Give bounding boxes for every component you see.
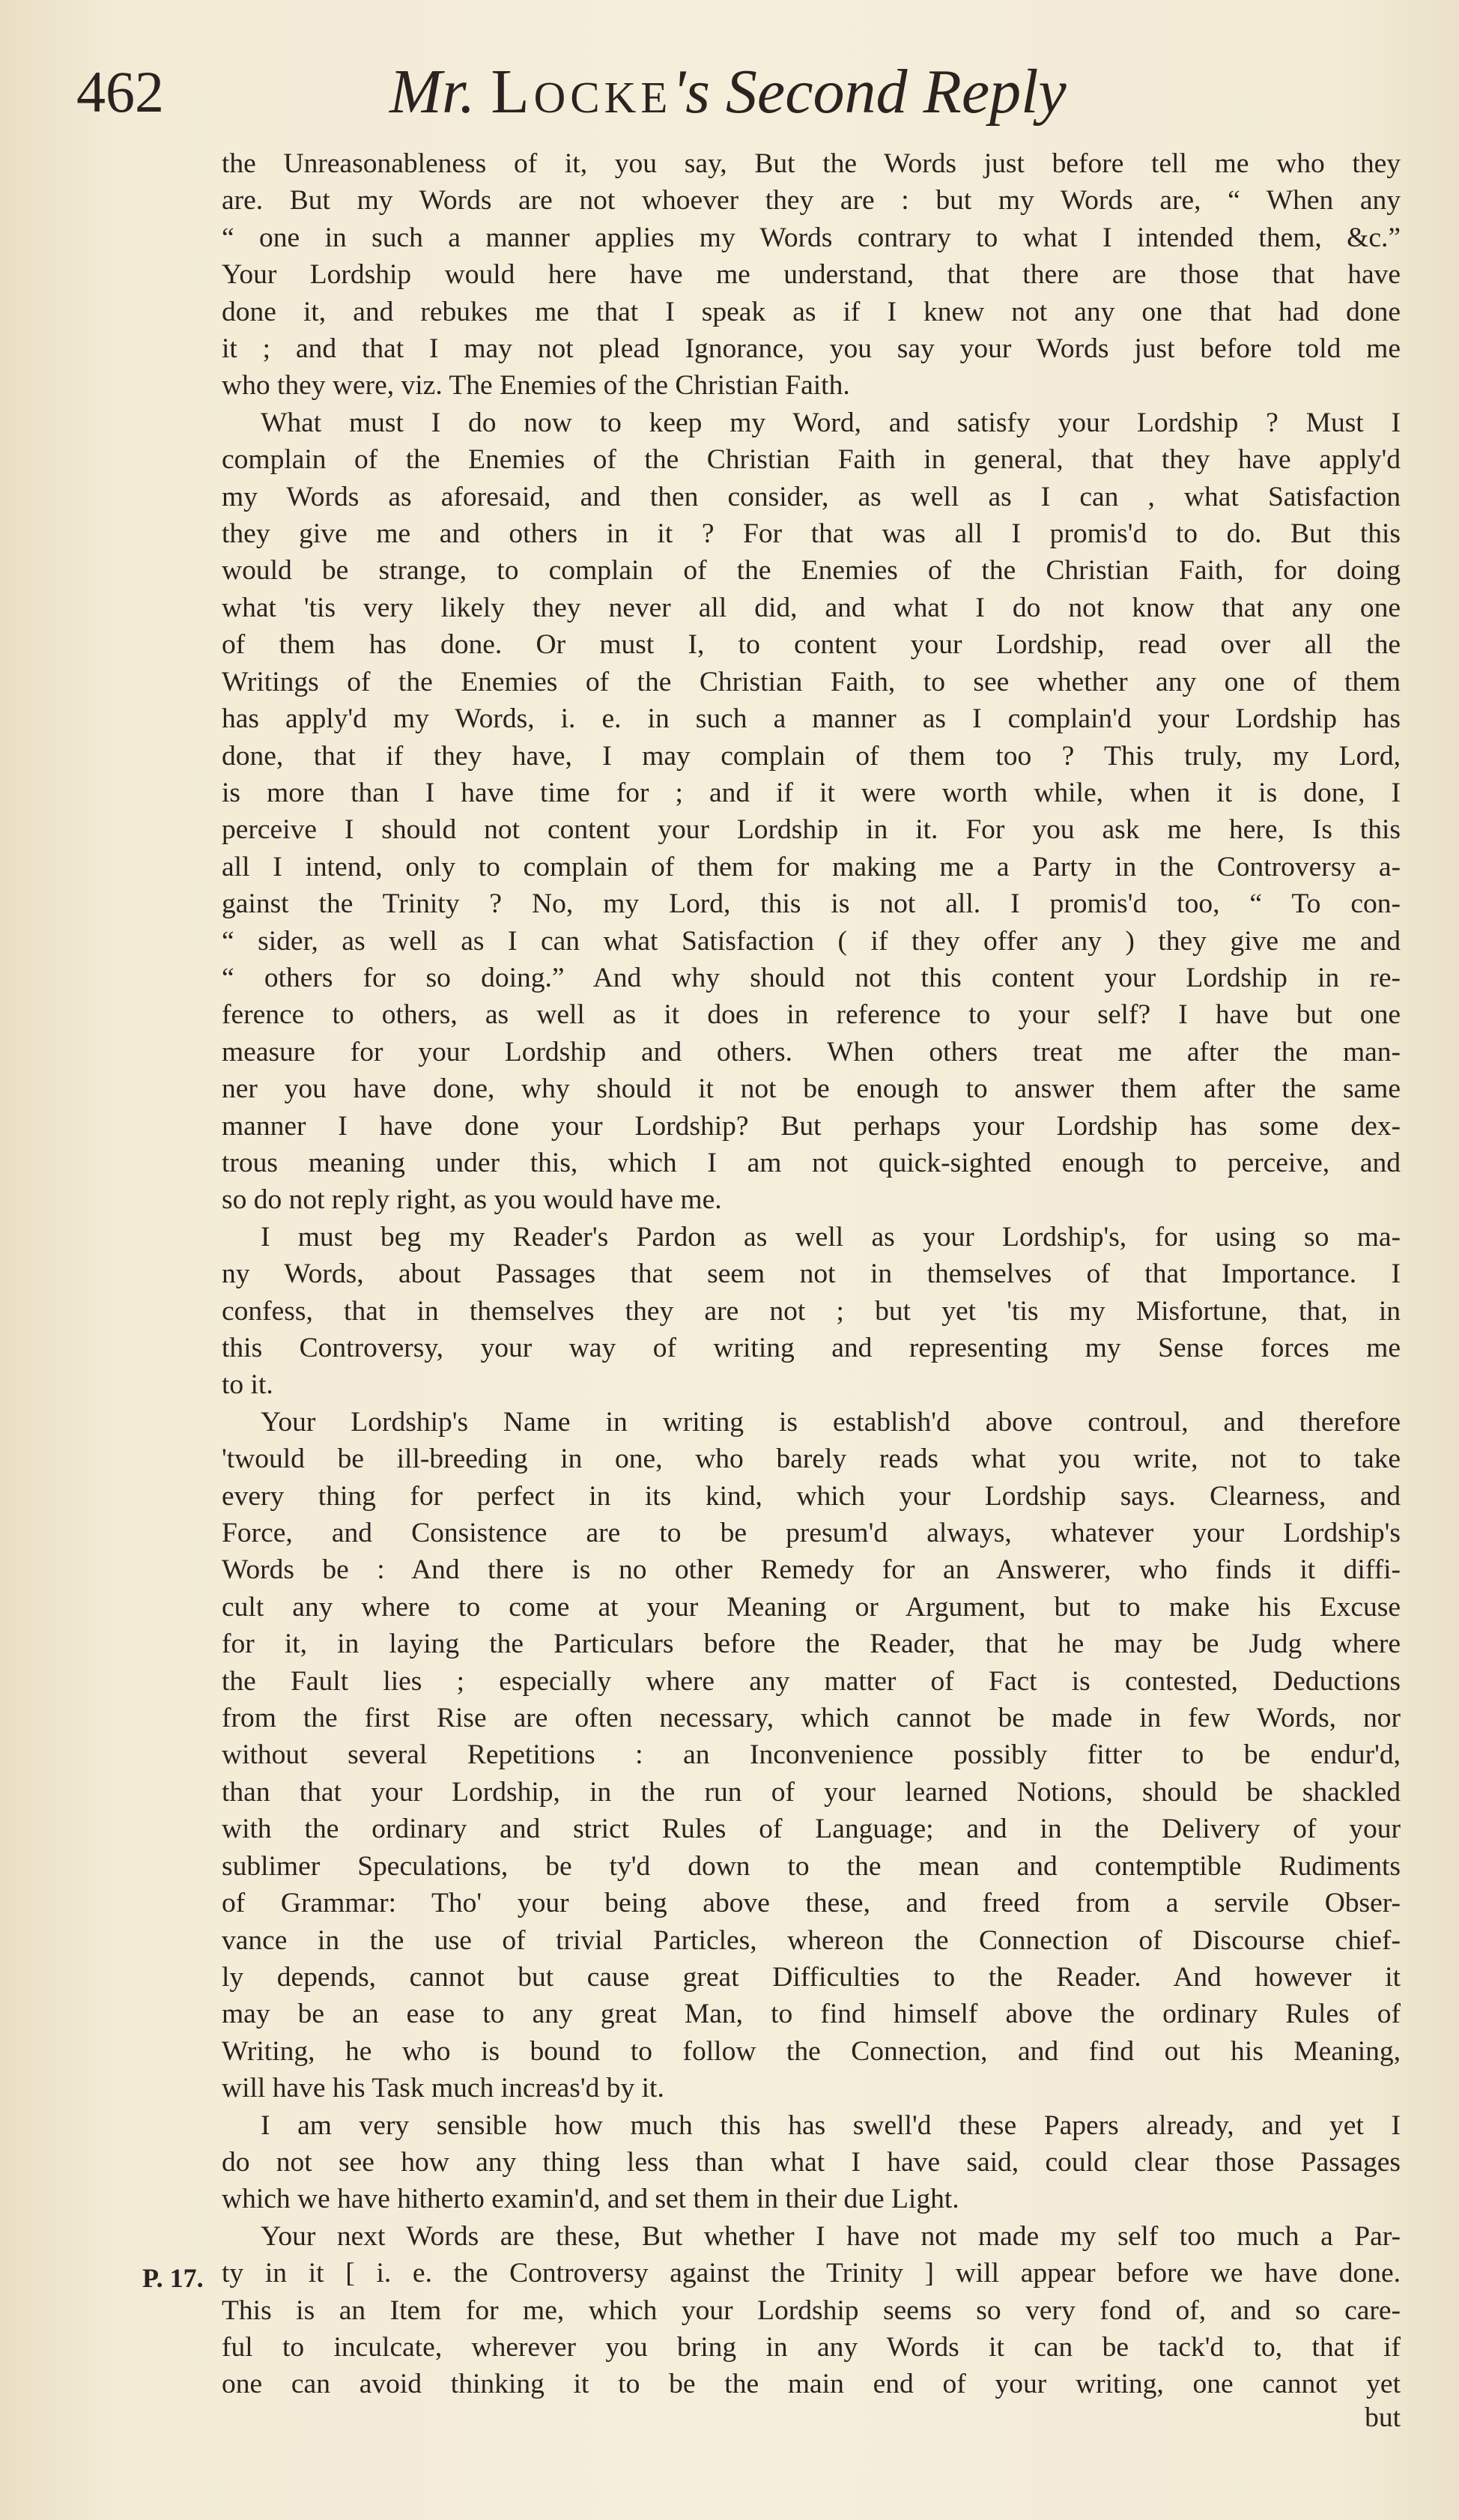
text-line: sublimer Speculations, be ty'd down to the mean and contemptible Rudiments [222,1850,1401,1882]
text-line: measure for your Lordship and others. When others treat me after the man- [222,1036,1401,1067]
text-line: “ sider, as well as I can what Satisfaction ( if they offer any ) they give me and [222,925,1401,957]
running-head-name: Locke [491,57,673,127]
text-line: Force, and Consistence are to be presum'd always, whatever your Lordship's [222,1518,1401,1549]
text-line: What must I do now to keep my Word, and satisfy your Lordship ? Must I [261,407,1401,438]
text-line: confess, that in themselves they are not ; but yet 'tis my Misfortune, that, in [222,1295,1401,1327]
text-line: than that your Lordship, in the run of your learned Notions, should be shackled [222,1776,1401,1808]
text-line: for it, in laying the Particulars before the Reader, that he may be Judg where [222,1629,1401,1660]
text-line: so do not reply right, as you would have me. [222,1184,722,1216]
text-line: manner I have done your Lordship? But perhaps your Lordship has some dex- [222,1110,1401,1142]
text-line: vance in the use of trivial Particles, whereon the Connection of Discourse chief- [222,1924,1401,1956]
text-line: Your next Words are these, But whether I have not made my self too much a Par- [261,2220,1401,2252]
text-line: Writings of the Enemies of the Christian Faith, to see whether any one of them [222,666,1401,697]
text-line: complain of the Enemies of the Christian Faith in general, that they have apply'd [222,444,1401,476]
running-head-prefix: Mr. [389,57,491,127]
text-line: what 'tis very likely they never all did, and what I do not know that any one [222,592,1401,623]
text-line: trous meaning under this, which I am not quick-sighted enough to perceive, and [222,1147,1401,1178]
text-line: I must beg my Reader's Pardon as well as your Lordship's, for using so ma- [261,1221,1401,1253]
text-line: ty in it [ i. e. the Controversy against the Trinity ] will appear before we have done. [222,2258,1401,2289]
text-line: ly depends, cannot but cause great Difficulties to the Reader. And however it [222,1961,1401,1993]
text-line: this Controversy, your way of writing and representing my Sense forces me [222,1333,1401,1363]
text-line: ference to others, as well as it does in reference to your self? I have but one [222,999,1401,1031]
text-line: Words be : And there is no other Remedy for an Answerer, who finds it diffi- [222,1554,1401,1586]
running-head [389,55,1067,128]
text-line: 'twould be ill-breeding in one, who barely reads what you write, not to take [222,1444,1401,1475]
text-line: ny Words, about Passages that seem not in themselves of that Importance. I [222,1259,1401,1290]
body-text [222,145,1401,2403]
text-line: done, that if they have, I may complain of them too ? This truly, my Lord, [222,740,1401,772]
text-line: Writing, he who is bound to follow the Connection, and find out his Meaning, [222,2035,1401,2067]
page-number: 462 [76,59,164,124]
text-line: the Unreasonableness of it, you say, But the Words just before tell me who they [222,148,1401,179]
text-line: done it, and rebukes me that I speak as if I knew not any one that had done [222,296,1401,327]
text-line: who they were, viz. The Enemies of the Christian Faith. [222,370,850,402]
text-line: with the ordinary and strict Rules of Language; and in the Delivery of your [222,1814,1401,1845]
text-line: ner you have done, why should it not be enough to answer them after the same [222,1073,1401,1105]
running-head-title: 's Second Reply [672,57,1067,127]
text-line: I am very sensible how much this has swell'd these Papers already, and yet I [261,2109,1401,2141]
text-line: gainst the Trinity ? No, my Lord, this is not all. I promis'd too, “ To con- [222,888,1401,920]
text-line: “ one in such a manner applies my Words contrary to what I intended them, &c.” [222,222,1401,253]
text-line: cult any where to come at your Meaning or Argument, but to make his Excuse [222,1591,1401,1623]
text-line: from the first Rise are often necessary, which cannot be made in few Words, nor [222,1703,1401,1734]
text-line: has apply'd my Words, i. e. in such a manner as I complain'd your Lordship has [222,703,1401,735]
text-line: are. But my Words are not whoever they are : but my Words are, “ When any [222,185,1401,216]
text-line: “ others for so doing.” And why should not this content your Lordship in re- [222,962,1401,993]
text-line: would be strange, to complain of the Enemies of the Christian Faith, for doing [222,555,1401,587]
text-line: my Words as aforesaid, and then consider, as well as I can , what Satisfaction [222,481,1401,512]
text-line: do not see how any thing less than what I have said, could clear those Passages [222,2146,1401,2178]
text-line: Your Lordship's Name in writing is establish'd above controul, and therefore [261,1406,1401,1438]
text-line: Your Lordship would here have me understand, that there are those that have [222,259,1401,291]
text-line: ful to inculcate, wherever you bring in any Words it can be tack'd to, that if [222,2331,1401,2363]
text-line: will have his Task much increas'd by it. [222,2073,664,2104]
text-line: every thing for perfect in its kind, which your Lordship says. Clearness, and [222,1480,1401,1512]
text-line: one can avoid thinking it to be the main end of your writing, one cannot yet [222,2369,1401,2400]
text-line: may be an ease to any great Man, to find himself above the ordinary Rules of [222,1999,1401,2030]
text-line: it ; and that I may not plead Ignorance, you say your Words just before told me [222,333,1401,365]
text-line: This is an Item for me, which your Lordship seems so very fond of, and so care- [222,2295,1401,2326]
text-line: perceive I should not content your Lordship in it. For you ask me here, Is this [222,814,1401,846]
text-line: they give me and others in it ? For that was all I promis'd to do. But this [222,518,1401,550]
text-line: the Fault lies ; especially where any matter of Fact is contested, Deductions [222,1665,1401,1697]
page-header [0,45,1459,135]
catchword: but [1365,2402,1401,2433]
text-line: of Grammar: Tho' your being above these, and freed from a servile Obser- [222,1888,1401,1919]
text-line: to it. [222,1369,273,1401]
text-line: without several Repetitions : an Inconvenience possibly fitter to be endur'd, [222,1739,1401,1771]
text-line: all I intend, only to complain of them for making me a Party in the Controversy a- [222,851,1401,882]
text-line: is more than I have time for ; and if it were worth while, when it is done, I [222,777,1401,808]
text-line: which we have hitherto examin'd, and set them in their due Light. [222,2184,959,2215]
margin-note: P. 17. [142,2263,204,2293]
text-line: of them has done. Or must I, to content your Lordship, read over all the [222,629,1401,661]
